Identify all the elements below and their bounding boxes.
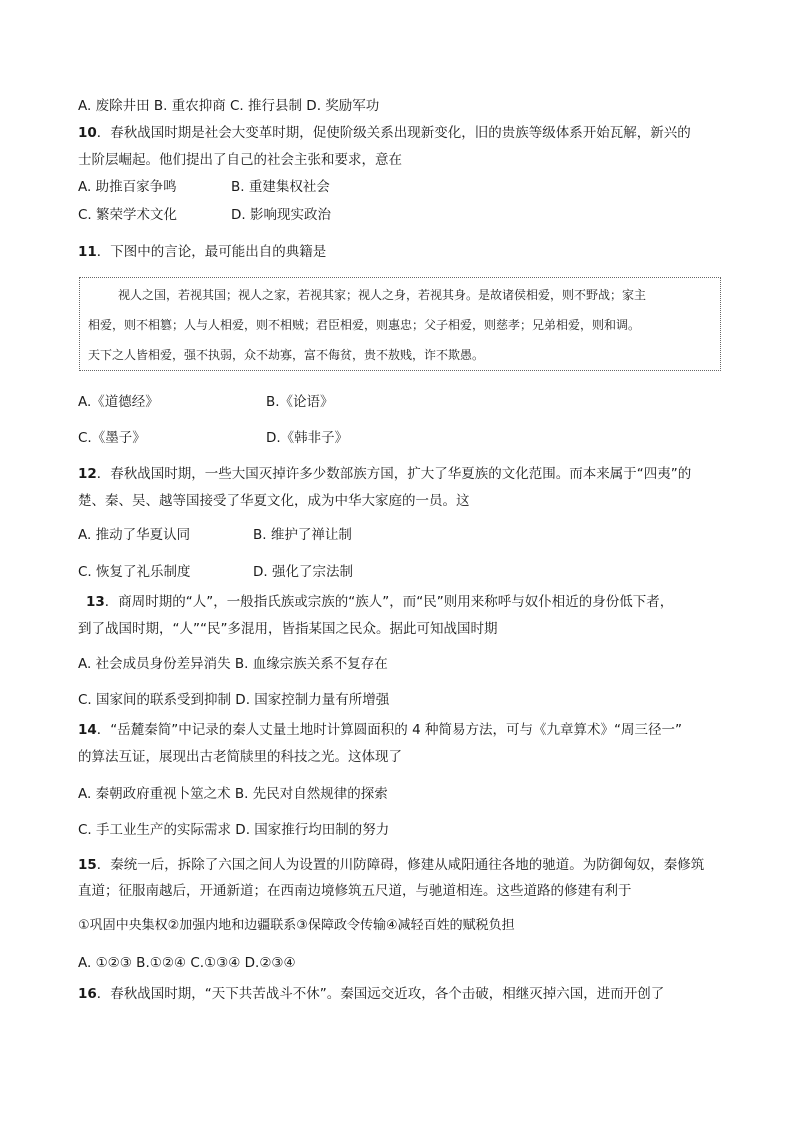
q10-option-a: A. 助推百家争鸣 — [78, 179, 177, 195]
q15-options: A. ①②③ B.①②④ C.①③④ D.②③④ — [78, 955, 296, 971]
q10-line1-text: ．春秋战国时期是社会大变革时期，促使阶级关系出现新变化，旧的贵族等级体系开始瓦解，新兴的 — [96, 125, 691, 141]
q12-option-d: D. 强化了宗法制 — [253, 564, 353, 580]
q11-stem-text: ．下图中的言论，最可能出自的典籍是 — [96, 244, 327, 260]
q12-stem-line2: 楚、秦、吴、越等国接受了华夏文化，成为中华大家庭的一员。这 — [78, 493, 470, 509]
q16-number: 16 — [78, 986, 97, 1002]
q11-quote-box — [79, 277, 721, 371]
q12-option-a: A. 推动了华夏认同 — [78, 527, 191, 543]
q15-stem-line2: 直道；征服南越后，开通新道；在西南边境修筑五尺道，与驰道相连。这些道路的修建有利于 — [78, 883, 632, 899]
q11-option-c: C.《墨子》 — [78, 430, 146, 446]
q12-number: 12 — [78, 466, 97, 482]
q11-quote-line1: 视人之国，若视其国；视人之家，若视其家；视人之身，若视其身。是故诸侯相爱，则不野战；家主 — [118, 288, 647, 302]
q11-option-d: D.《韩非子》 — [266, 430, 349, 446]
q10-option-b: B. 重建集权社会 — [231, 179, 330, 195]
q12-line1-text: ．春秋战国时期，一些大国灭掉许多少数部族方国，扩大了华夏族的文化范围。而本来属于“四夷”的 — [96, 466, 692, 482]
q14-stem-line2: 的算法互证，展现出古老简牍里的科技之光。这体现了 — [78, 749, 402, 765]
q15-items: ①巩固中央集权②加强内地和边疆联系③保障政令传输④减轻百姓的赋税负担 — [78, 918, 515, 933]
q11-option-a: A.《道德经》 — [78, 394, 159, 410]
q10-option-d: D. 影响现实政治 — [231, 207, 331, 223]
q12-stem-line1 — [78, 465, 691, 483]
q10-stem-line1 — [78, 124, 691, 142]
q16-line1-text: ．春秋战国时期，“天下共苦战斗不休”。秦国远交近攻，各个击破，相继灭掉六国，进而开创了 — [96, 986, 665, 1002]
q14-options-line2: C. 手工业生产的实际需求 D. 国家推行均田制的努力 — [78, 822, 390, 838]
q13-stem-line2: 到了战国时期，“人”“民”多混用，皆指某国之民众。据此可知战国时期 — [78, 621, 498, 637]
q11-quote-line3: 天下之人皆相爱，强不执弱，众不劫寡，富不侮贫，贵不敖贱，诈不欺愚。 — [88, 348, 485, 362]
q13-options-line2: C. 国家间的联系受到抑制 D. 国家控制力量有所增强 — [78, 692, 390, 708]
q16-stem-line1 — [78, 985, 664, 1003]
q13-number: 13 — [86, 594, 105, 610]
q10-number: 10 — [78, 125, 97, 141]
q14-line1-text: ．“岳麓秦简”中记录的秦人丈量土地时计算圆面积的 4 种简易方法，可与《九章算术》“周三径一” — [96, 722, 682, 738]
q10-stem-line2: 士阶层崛起。他们提出了自己的社会主张和要求，意在 — [78, 152, 402, 168]
q13-line1-text: ．商周时期的“人”，一般指氏族或宗族的“族人”，而“民”则用来称呼与奴仆相近的身份低下者， — [104, 594, 674, 610]
q11-quote-line2: 相爱，则不相篡；人与人相爱，则不相贼；君臣相爱，则惠忠；父子相爱，则慈孝；兄弟相爱，则和调。 — [88, 318, 641, 332]
q12-option-b: B. 维护了禅让制 — [253, 527, 352, 543]
q11-stem — [78, 243, 326, 261]
q11-number: 11 — [78, 244, 97, 260]
q13-options-line1: A. 社会成员身份差异消失 B. 血缘宗族关系不复存在 — [78, 656, 388, 672]
q14-options-line1: A. 秦朝政府重视卜筮之术 B. 先民对自然规律的探索 — [78, 786, 388, 802]
q15-number: 15 — [78, 857, 97, 873]
q10-option-c: C. 繁荣学术文化 — [78, 207, 178, 223]
q15-stem-line1 — [78, 856, 704, 874]
q12-option-c: C. 恢复了礼乐制度 — [78, 564, 191, 580]
q11-option-b: B.《论语》 — [266, 394, 334, 410]
q14-stem-line1 — [78, 721, 682, 739]
q9-options: A. 废除井田 B. 重农抑商 C. 推行县制 D. 奖励军功 — [78, 98, 380, 114]
q13-stem-line1 — [86, 593, 673, 611]
q14-number: 14 — [78, 722, 97, 738]
q15-line1-text: ．秦统一后，拆除了六国之间人为设置的川防障碍，修建从咸阳通往各地的驰道。为防御匈奴，秦修筑 — [96, 857, 705, 873]
